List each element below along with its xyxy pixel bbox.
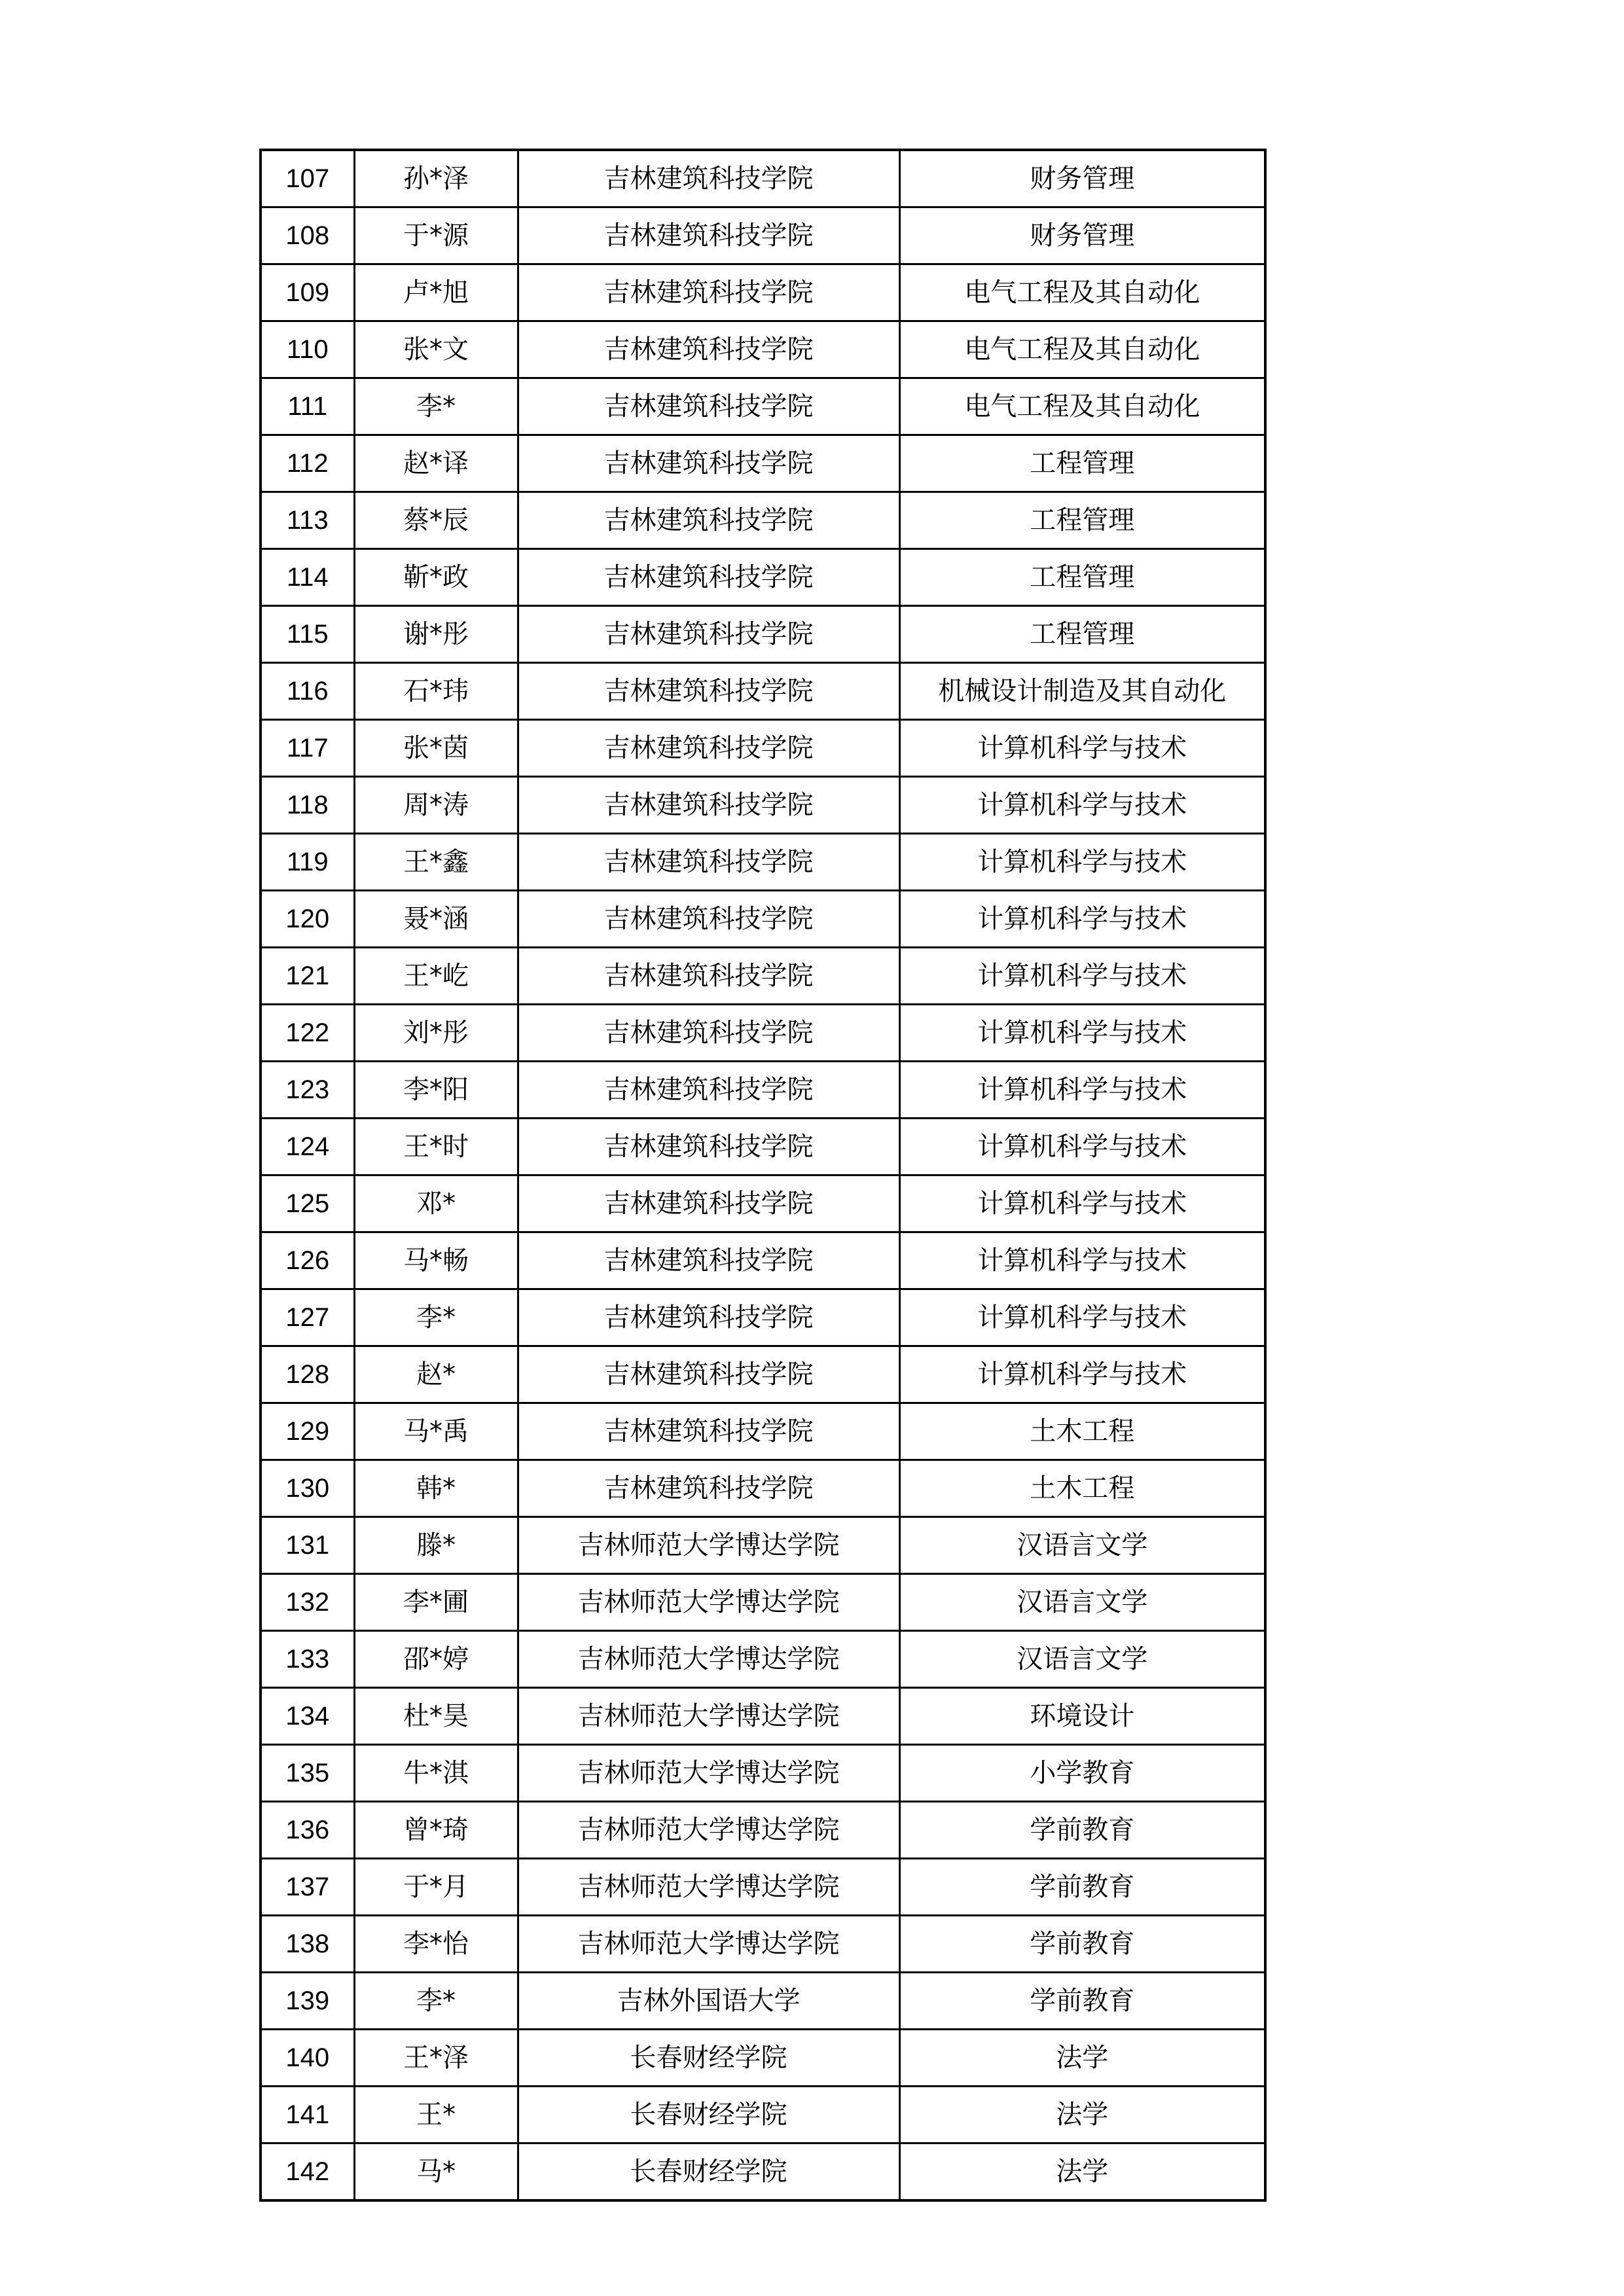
cell-major: 计算机科学与技术 (899, 1119, 1265, 1175)
cell-major: 计算机科学与技术 (899, 720, 1265, 777)
cell-school: 吉林外国语大学 (518, 1973, 899, 2030)
cell-major: 法学 (899, 2030, 1265, 2087)
cell-number: 125 (261, 1175, 354, 1232)
cell-number: 141 (261, 2087, 354, 2144)
cell-school: 吉林建筑科技学院 (518, 1346, 899, 1403)
cell-major: 电气工程及其自动化 (899, 378, 1265, 435)
table-row (261, 1175, 1265, 1232)
cell-number: 114 (261, 549, 354, 606)
cell-name: 王* (354, 2087, 518, 2144)
cell-name: 王*鑫 (354, 834, 518, 891)
cell-number: 131 (261, 1517, 354, 1574)
cell-number: 137 (261, 1859, 354, 1916)
table-row (261, 834, 1265, 891)
table-row (261, 720, 1265, 777)
cell-name: 周*涛 (354, 777, 518, 834)
cell-school: 吉林建筑科技学院 (518, 549, 899, 606)
cell-school: 吉林建筑科技学院 (518, 321, 899, 378)
table-row (261, 1517, 1265, 1574)
cell-number: 133 (261, 1631, 354, 1688)
cell-school: 吉林建筑科技学院 (518, 1403, 899, 1460)
cell-name: 蔡*辰 (354, 492, 518, 549)
cell-school: 吉林建筑科技学院 (518, 1062, 899, 1119)
table-row (261, 663, 1265, 720)
table-row (261, 321, 1265, 378)
cell-school: 吉林建筑科技学院 (518, 1460, 899, 1517)
cell-major: 财务管理 (899, 207, 1265, 264)
cell-school: 吉林建筑科技学院 (518, 606, 899, 663)
cell-name: 石*玮 (354, 663, 518, 720)
cell-school: 吉林建筑科技学院 (518, 207, 899, 264)
cell-major: 小学教育 (899, 1745, 1265, 1802)
cell-school: 吉林建筑科技学院 (518, 1232, 899, 1289)
cell-school: 吉林师范大学博达学院 (518, 1916, 899, 1973)
cell-school: 吉林建筑科技学院 (518, 264, 899, 321)
cell-major: 汉语言文学 (899, 1517, 1265, 1574)
cell-name: 靳*政 (354, 549, 518, 606)
table-row (261, 1232, 1265, 1289)
cell-major: 机械设计制造及其自动化 (899, 663, 1265, 720)
cell-major: 汉语言文学 (899, 1574, 1265, 1631)
cell-school: 长春财经学院 (518, 2030, 899, 2087)
cell-major: 土木工程 (899, 1403, 1265, 1460)
cell-major: 计算机科学与技术 (899, 834, 1265, 891)
cell-school: 吉林建筑科技学院 (518, 150, 899, 207)
cell-name: 王*屹 (354, 948, 518, 1005)
cell-name: 李*圃 (354, 1574, 518, 1631)
cell-number: 140 (261, 2030, 354, 2087)
table-row (261, 1062, 1265, 1119)
cell-school: 吉林建筑科技学院 (518, 1005, 899, 1062)
cell-name: 孙*泽 (354, 150, 518, 207)
cell-major: 法学 (899, 2144, 1265, 2201)
cell-name: 谢*彤 (354, 606, 518, 663)
cell-number: 110 (261, 321, 354, 378)
cell-name: 赵*译 (354, 435, 518, 492)
cell-major: 计算机科学与技术 (899, 1062, 1265, 1119)
cell-school: 吉林建筑科技学院 (518, 435, 899, 492)
cell-name: 刘*彤 (354, 1005, 518, 1062)
table-row (261, 777, 1265, 834)
cell-school: 吉林建筑科技学院 (518, 948, 899, 1005)
table-row (261, 1005, 1265, 1062)
cell-major: 财务管理 (899, 150, 1265, 207)
cell-name: 滕* (354, 1517, 518, 1574)
table-row (261, 549, 1265, 606)
cell-number: 108 (261, 207, 354, 264)
cell-school: 吉林师范大学博达学院 (518, 1631, 899, 1688)
cell-number: 124 (261, 1119, 354, 1175)
table-row (261, 2144, 1265, 2201)
cell-school: 吉林建筑科技学院 (518, 1289, 899, 1346)
cell-school: 吉林建筑科技学院 (518, 1119, 899, 1175)
cell-school: 吉林师范大学博达学院 (518, 1574, 899, 1631)
cell-major: 电气工程及其自动化 (899, 264, 1265, 321)
table-row (261, 1346, 1265, 1403)
table-row (261, 1574, 1265, 1631)
cell-name: 李* (354, 378, 518, 435)
cell-number: 117 (261, 720, 354, 777)
cell-number: 109 (261, 264, 354, 321)
cell-number: 132 (261, 1574, 354, 1631)
cell-number: 134 (261, 1688, 354, 1745)
cell-name: 赵* (354, 1346, 518, 1403)
table-row (261, 1460, 1265, 1517)
cell-major: 工程管理 (899, 606, 1265, 663)
cell-name: 张*文 (354, 321, 518, 378)
cell-major: 汉语言文学 (899, 1631, 1265, 1688)
cell-major: 工程管理 (899, 549, 1265, 606)
cell-name: 聂*涵 (354, 891, 518, 948)
cell-name: 李* (354, 1289, 518, 1346)
cell-name: 张*茵 (354, 720, 518, 777)
cell-name: 李* (354, 1973, 518, 2030)
cell-number: 127 (261, 1289, 354, 1346)
cell-number: 118 (261, 777, 354, 834)
table-row (261, 207, 1265, 264)
cell-school: 吉林建筑科技学院 (518, 720, 899, 777)
cell-school: 吉林师范大学博达学院 (518, 1517, 899, 1574)
cell-name: 于*源 (354, 207, 518, 264)
cell-name: 李*阳 (354, 1062, 518, 1119)
cell-number: 115 (261, 606, 354, 663)
cell-major: 法学 (899, 2087, 1265, 2144)
student-list-table (259, 149, 1267, 2202)
cell-number: 142 (261, 2144, 354, 2201)
cell-number: 113 (261, 492, 354, 549)
table-row (261, 264, 1265, 321)
table-row (261, 891, 1265, 948)
cell-name: 王*时 (354, 1119, 518, 1175)
cell-number: 112 (261, 435, 354, 492)
table-row (261, 1289, 1265, 1346)
cell-number: 126 (261, 1232, 354, 1289)
cell-major: 计算机科学与技术 (899, 948, 1265, 1005)
cell-name: 王*泽 (354, 2030, 518, 2087)
cell-name: 马*畅 (354, 1232, 518, 1289)
cell-number: 129 (261, 1403, 354, 1460)
cell-school: 吉林建筑科技学院 (518, 777, 899, 834)
table-row (261, 606, 1265, 663)
table-row (261, 1119, 1265, 1175)
cell-school: 吉林建筑科技学院 (518, 492, 899, 549)
cell-name: 李*怡 (354, 1916, 518, 1973)
cell-major: 计算机科学与技术 (899, 1175, 1265, 1232)
cell-major: 计算机科学与技术 (899, 1289, 1265, 1346)
cell-major: 环境设计 (899, 1688, 1265, 1745)
table-row (261, 492, 1265, 549)
cell-number: 123 (261, 1062, 354, 1119)
cell-school: 吉林师范大学博达学院 (518, 1859, 899, 1916)
cell-number: 119 (261, 834, 354, 891)
cell-name: 牛*淇 (354, 1745, 518, 1802)
cell-major: 计算机科学与技术 (899, 1232, 1265, 1289)
cell-school: 长春财经学院 (518, 2144, 899, 2201)
cell-major: 土木工程 (899, 1460, 1265, 1517)
cell-school: 吉林建筑科技学院 (518, 1175, 899, 1232)
cell-name: 卢*旭 (354, 264, 518, 321)
cell-number: 111 (261, 378, 354, 435)
cell-name: 马*禹 (354, 1403, 518, 1460)
cell-number: 120 (261, 891, 354, 948)
table-row (261, 2030, 1265, 2087)
cell-school: 吉林建筑科技学院 (518, 834, 899, 891)
table-row (261, 150, 1265, 207)
cell-number: 107 (261, 150, 354, 207)
cell-major: 计算机科学与技术 (899, 777, 1265, 834)
cell-school: 吉林师范大学博达学院 (518, 1745, 899, 1802)
table-row (261, 1688, 1265, 1745)
cell-major: 计算机科学与技术 (899, 891, 1265, 948)
cell-major: 计算机科学与技术 (899, 1005, 1265, 1062)
cell-major: 工程管理 (899, 492, 1265, 549)
cell-major: 电气工程及其自动化 (899, 321, 1265, 378)
cell-major: 工程管理 (899, 435, 1265, 492)
cell-number: 116 (261, 663, 354, 720)
cell-school: 长春财经学院 (518, 2087, 899, 2144)
cell-name: 曾*琦 (354, 1802, 518, 1859)
cell-number: 121 (261, 948, 354, 1005)
table-body (261, 150, 1265, 2200)
cell-name: 邵*婷 (354, 1631, 518, 1688)
cell-school: 吉林建筑科技学院 (518, 891, 899, 948)
cell-number: 139 (261, 1973, 354, 2030)
cell-major: 计算机科学与技术 (899, 1346, 1265, 1403)
cell-school: 吉林师范大学博达学院 (518, 1802, 899, 1859)
cell-name: 邓* (354, 1175, 518, 1232)
cell-name: 于*月 (354, 1859, 518, 1916)
table-row (261, 2087, 1265, 2144)
cell-major: 学前教育 (899, 1973, 1265, 2030)
table-row (261, 1859, 1265, 1916)
cell-number: 138 (261, 1916, 354, 1973)
cell-number: 136 (261, 1802, 354, 1859)
table-row (261, 1973, 1265, 2030)
cell-name: 韩* (354, 1460, 518, 1517)
table-row (261, 1403, 1265, 1460)
table-row (261, 1916, 1265, 1973)
cell-school: 吉林建筑科技学院 (518, 378, 899, 435)
cell-major: 学前教育 (899, 1916, 1265, 1973)
cell-number: 135 (261, 1745, 354, 1802)
table-row (261, 1745, 1265, 1802)
cell-number: 130 (261, 1460, 354, 1517)
table-row (261, 948, 1265, 1005)
table-row (261, 435, 1265, 492)
table-row (261, 378, 1265, 435)
table-row (261, 1802, 1265, 1859)
cell-school: 吉林师范大学博达学院 (518, 1688, 899, 1745)
cell-major: 学前教育 (899, 1859, 1265, 1916)
cell-major: 学前教育 (899, 1802, 1265, 1859)
table-row (261, 1631, 1265, 1688)
cell-number: 122 (261, 1005, 354, 1062)
cell-name: 马* (354, 2144, 518, 2201)
cell-number: 128 (261, 1346, 354, 1403)
cell-school: 吉林建筑科技学院 (518, 663, 899, 720)
cell-name: 杜*昊 (354, 1688, 518, 1745)
